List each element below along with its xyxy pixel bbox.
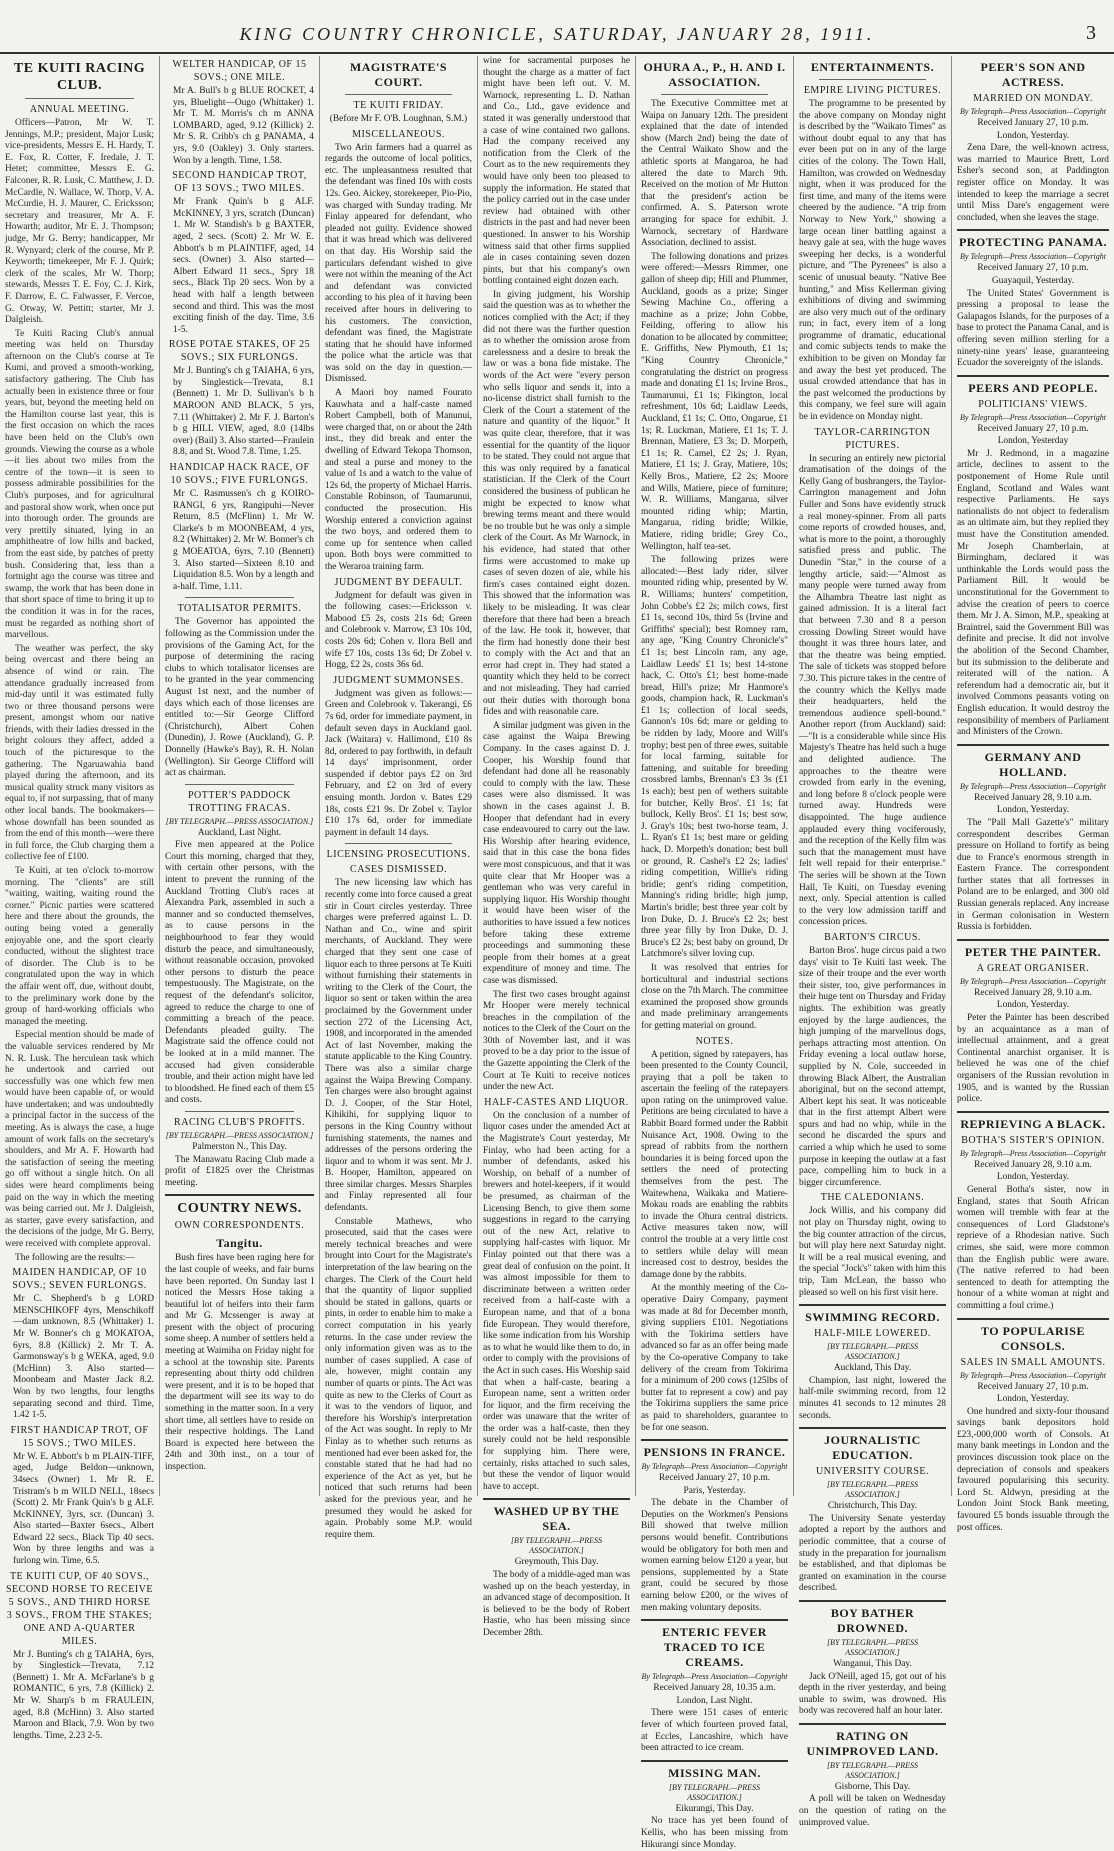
- dateline: London, Yesterday.: [996, 1394, 1070, 1405]
- article-paragraph: The body of a middle-aged man was washed up on the beach yesterday, in an advanced stage of decomposition. It is believed to be the body of Robert Hastie, who has been missing since December 28th.: [483, 1570, 630, 1638]
- article-subhead: HALF-MILE LOWERED.: [814, 1328, 931, 1340]
- article-headline: LICENSING PROSECUTIONS.: [326, 849, 471, 861]
- article-paragraph: In giving judgment, his Worship said the question was as to whether the notices complied with the Act; if they did not there was the further question as to whether the omission arose from carelessness and a desire to break the law or was a bona fide mistake. The words of the Act were "every person who sells liquor and sends it, into a no-license district shall furnish to the Clerk of the Court a statement of the nature and quantity of the liquor." It was quite clear, therefore, that it was essential for the quantity of the liquor to be stated. They could not argue that this was only required by a fanatical statistician. If the Clerk of the Court considered the business of publican he might be expected to know what brewing terms meant and there would be no trouble but he was only a simple clerk of the Court. As Mr Warnock, in his evidence, had stated that other firms were accustomed to make up cases of seven dozen of ale, while his firm's cases contained eight dozen. This showed that the information was likely to be misleading. It was clear therefore that there had been a breach of the law. He took it, however, that the firm had honestly done their best to comply with the Act and that an error had crept in. They had stated a quantity which they held to be correct and not misleading. They had carried out their duties with thorough bona fides and with reasonable care.: [483, 289, 630, 718]
- article-headline: BOY BATHER DROWNED.: [830, 1605, 915, 1635]
- article-paragraph: Judgment for default was given in the following cases:—Ericksson v. Mabood £5 2s, costs 21s 6d; Green and Colebrook v. Marrow, £3 10s 10d, costs 20s 6d; Cohen v. Ilora Bell and wife £7 10s, costs 13s 6d; Dr Zobel v. Hogg, £2 2s, costs 36s 6d.: [325, 590, 472, 671]
- race-result: Mr C. Rasmussen's ch g KOIRO-RANGI, 6 yrs, Rangipuhi—Never Return, 8.5 (McFlinn) 1. Mr W. Clarke's b m MOONBEAM, 4 yrs, 8.2 (Whittaker) 2. Mr W. Bonner's ch g MOEATOA, 6yrs, 7.10 (Bennett) 3. Also started—Sixteen 8.10 and Liquidation 8.5. Won by a length and a-half. Time, 1.11.: [173, 489, 314, 592]
- divider: [957, 1318, 1109, 1320]
- race-heading: HANDICAP HACK RACE, OF 10 SOVS.; FIVE FURLONGS.: [169, 462, 310, 487]
- wire-credit: [BY TELEGRAPH.—PRESS ASSOCIATION.]: [510, 1536, 603, 1556]
- dateline: Greymouth, This Day.: [514, 1557, 599, 1568]
- article-subhead: POLITICIANS' VIEWS.: [978, 398, 1088, 410]
- article-paragraph: A Maori boy named Fourato Kauwhata and a half-caste named Robert Campbell, both of Manunui, were charged that, on or about the 24th inst., they did break and enter the dwelling of Edward Tekopa Thomson, and steal a purse and money to the value of 1s and a watch to the value of 12s 6d, the property of Michael Harris. Constable Robinson, of Taumarunui, conducted the prosecution. His Worship entered a conviction against the two boys, and ordered them to come up for sentence when called upon. Both boys were committed to the Weraroa training farm.: [325, 388, 472, 572]
- article-headline: SWIMMING RECORD.: [805, 1310, 940, 1325]
- received-line: Received January 28, 9.10 a.m.: [974, 987, 1092, 998]
- column-6: [794, 56, 952, 1828]
- race-result: Mr J. Bunting's ch g TAIAHA, 6yrs, by Singlestick—Trevata, 7.12 (Bennett) 1. Mr A. McFarlane's b g ROMANTIC, 6 yrs, 7.8 (Killick) 2. Mr W. Sharp's b m FRAULEIN, aged, 8.8 (McHinn) 3. Also started Maroon and Black, 7.9. Won by two lengths. Time, 2.23 2-5.: [13, 1649, 154, 1741]
- wire-credit: By Telegraph—Press Association—Copyright: [960, 107, 1106, 116]
- article-subhead: BARTON'S CIRCUS.: [824, 931, 921, 943]
- dateline: Gisborne, This Day.: [834, 1781, 911, 1792]
- received-line: Received January 27, 10 p.m.: [977, 1381, 1089, 1392]
- masthead: [0, 0, 1114, 54]
- divider: [165, 1194, 314, 1196]
- received-line: Received January 27, 10 p.m.: [658, 1473, 771, 1484]
- divider: [799, 1427, 946, 1429]
- section-subhead: OWN CORRESPONDENTS.: [174, 1220, 305, 1232]
- article-paragraph: A petition, signed by ratepayers, has been presented to the County Council, praying that a poll be taken to ascertain the feeling of the ratepayers upon rating on the unimproved value. Petitions are being circulated to have a Rabbit Board formed under the Rabbit Nuisance Act, 1908. Owing to the spread of rabbits from the northern boundaries it is being forced upon the settlers the need of protecting themselves from the pest. The Waitewhena, Waikaka and Matiere-Mokau roads are enabling the rabbits to invade the Ohura central districts. Active measures taken now, will control the trouble at a very little cost to settlers while delay will mean increased cost to destroy, besides the damage done by the rabbits.: [641, 1049, 788, 1280]
- court-presiding: (Before Mr F. O'B. Loughnan, S.M.): [329, 114, 468, 124]
- wire-credit: [BY TELEGRAPH.—PRESS ASSOCIATION.]: [165, 816, 314, 826]
- wire-credit: By Telegraph—Press Association—Copyright: [960, 252, 1106, 262]
- article-paragraph: Two Arin farmers had a quarrel as regards the outcome of local politics, etc. The unpleasantness resulted that the defendant was fined 10s with costs 12s. Geo. Aickey, storekeeper, Pio-Pio, was charged with Sunday trading. Mr Finlay appeared for defendant, who pleaded not guilty. Evidence showed that it was bread which was delivered on that day. His Worship said the particulars defendant wished to give were not within the meaning of the Act and defendant was convicted according to his plea of it having been received after hours in delivering to his customers. The conviction, defendant was fined, the Magistrate stating that he should have informed the police what the article was that was sold on the day in question.—Dismissed.: [325, 142, 472, 385]
- dateline: London, Last Night.: [676, 1695, 753, 1706]
- article-headline: POTTER'S PADDOCK TROTTING FRACAS.: [187, 789, 292, 814]
- article-paragraph: The weather was perfect, the sky being overcast and there being an absence of wind or rain. The attendance gradually increased from mid-day until it was estimated fully two or three thousand persons were present, amongst whom our native friends, with their ladies dressed in the bright colours they affect, added a touch of the picturesque to the gathering. The Ngaruawahia band played during the afternoon, and its musical quality struck many visitors as equal to, if not surpassing, that of many other local bands. The bookmakers—whose downfall has been sounded as from the end of this month—were there in full force, the Club charging them a collective fee of £100.: [5, 643, 154, 863]
- article-subhead: SALES IN SMALL AMOUNTS.: [960, 1356, 1106, 1368]
- article-paragraph: The new licensing law which has recently come into force caused a great stir in Court circles yesterday. Three charges were preferred against L. D. Nathan and Co., wine and spirit merchants, of Auckland. They were charged that they sent one case of liquor each to three persons at Te Kuiti without furnishing their statements in writing to the Clerk of the Court, the liquor so sent or taken within the area proclaimed by the Government under section 272 of the Licensing Act, 1908, and incorporated in the amended Act of last November, making the statute applicable to the King Country. There was also a similar charge against the Waipa Brewing Company. Ten charges were also brought against D. J. Cooper, of the Star Hotel, Kihikihi, for supplying liquor to persons in the King Country without furnishing statements, the names and addresses of the persons ordering the liquor and to whom it was sent. Mr J. B. Hooper, Hamilton, appeared on three similar charges. Messrs Sharples and Finlay represented all four defendants.: [325, 878, 472, 1214]
- received-line: Received January 27, 10 p.m.: [977, 263, 1089, 274]
- article-paragraph: Champion, last night, lowered the half-mile swimming record, from 12 minutes 41 seconds to 12 minutes 28 seconds.: [799, 1375, 946, 1421]
- wire-credit: By Telegraph—Press Association—Copyright: [641, 1462, 788, 1472]
- wire-credit: By Telegraph—Press Association—Copyright: [960, 1148, 1106, 1158]
- dateline: Auckland, This Day.: [833, 1363, 912, 1374]
- section-headline: COUNTRY NEWS.: [177, 1201, 302, 1217]
- article-paragraph: Officers—Patron, Mr W. T. Jennings, M.P.; president, Major Lusk; vice-presidents, Messrs E. H. Hardy, T. E. Fox, R. Cotter, F. Iredale, J. T. Hetet; committee, Messrs E. G. Falconer, R. R. Lusk, C. Matthew, J. D. McCardle, N. Wallace, W. Thorp, V. A. McCurdie, H. J. Maurer, C. Ericksson; secretary and treasurer, Mr A. F. Howarth; auditor, Mr E. J. Thompson; judge, Mr G. Berry; handicapper, Mr R. Wynyard; clerk of the course, Mr P. Keyworth; timekeeper, Mr F. J. Quirk; clerk of the scales, Mr W. Thorp; stewards, Messrs T. E. Foy, C. J. Kirk, F. Darrow, E. C. Falwasser, F. Vercoe, G. Otway, W. Pettitt; starter, Mr J. Dalgleish.: [5, 118, 154, 326]
- article-headline: PEERS AND PEOPLE.: [968, 380, 1098, 395]
- section-headline: ENTERTAINMENTS.: [810, 60, 935, 74]
- race-result: Mr C. Shepherd's b g LORD MENSCHIKOFF 4yrs, Menschikoff—dam unknown, 8.5 (Whittaker) 1. Mr W. Bonner's ch g MOKATOA, 6yrs, 8.8 (Killick) 2. Mr T. A. Garmonsway's b g WEKA, aged, 9.0 (McHinn) 3. Also started—Moonbeam and Master Jack 8.2. Won by two lengths, four lengths separating second and third. Time, 1.42 1-5.: [13, 1294, 154, 1421]
- dateline: London, Yesterday.: [996, 1000, 1070, 1011]
- column-7: [952, 56, 1114, 1533]
- divider: [185, 1111, 294, 1112]
- article-paragraph: A similar judgment was given in the case against the Waipa Brewing Company. In the cases against D. J. Cooper, his Worship found that defendant had done all he reasonably could to comply with the law. These cases were also dismissed. It was shown in the cases against J. B. Hooper that defendant had in every case endeavoured to carry out the law. His Worship after hearing evidence, said that in this case the bona fides were most conspicuous, and that it was quite clear that Mr Hooper was a gentleman who was very careful in supplying liquor. His Worship thought it would have been wiser of the authorities to have issued a few notices before taking these extreme proceedings and summoning these people from their homes at a great expenditure of money and time. The case was dismissed.: [483, 720, 630, 986]
- article-subhead: TAYLOR-CARRINGTON PICTURES.: [814, 426, 931, 451]
- wire-credit: [BY TELEGRAPH.—PRESS ASSOCIATION.]: [668, 1782, 761, 1802]
- divider: [641, 1439, 788, 1441]
- article-subhead: NOTES.: [695, 1035, 734, 1047]
- article-subhead: JUDGMENT SUMMONSES.: [333, 674, 464, 686]
- article-paragraph: Zena Dare, the well-known actress, was married to Maurice Brett, Lord Esher's second son, at Paddington register office on Monday. It was intended to keep the marriage a secret until Miss Dare's engagement were concluded, when she leaves the stage.: [957, 143, 1109, 223]
- divider: [799, 1723, 946, 1725]
- article-headline: TOTALISATOR PERMITS.: [177, 603, 302, 615]
- article-paragraph: The debate in the Chamber of Deputies on the Workmen's Pensions Bill showed that twelve million persons would benefit. Contributions would be obligatory for both men and women earning below £120 a year, but pensions, supplemented by a State grant, could be secured by those earning below £200, or the wives of men making voluntary deposits.: [641, 1498, 788, 1613]
- article-headline: TO POPULARISE CONSOLS.: [981, 1323, 1085, 1353]
- dateline: London, Yesterday: [997, 436, 1069, 447]
- article-paragraph: Te Kuiti Racing Club's annual meeting was held on Thursday afternoon on the Club's course at Te Kumi, and proved a smooth-working, satisfactory gathering. The Club has actually been in existence three or four years, but, beyond the meeting held on the Hamilton course last year, this is the first occasion on which the races have been held on the Club's own grounds. Viewing the course as a whole—it lies about two miles from the centre of the town—it is seen to possess admirable possibilities for the Club's purposes, and for agricultural and pastoral show work, when once put into thorough order. The grounds are very prettily situated, lying in an amphitheatre of low hills and backed, from the east side, by patches of pretty bush. Considering that, less than a fortnight ago the course was titree and swamp, the work that has been done in that short space of time to bring it up to the condition it was in for the races, must be regarded as nothing short of marvellous.: [5, 328, 154, 641]
- wire-credit: By Telegraph—Press Association—Copyright: [960, 976, 1106, 986]
- divider: [799, 1304, 946, 1306]
- article-paragraph: One hundred and sixty-four thousand savings bank depositors hold £23,-000,000 worth of Consols. At many bank meetings in London and the provinces discussion took place on the depreciation of consols and speakers favoured popularising this security. Lord St. Aldwyn, presiding at the London Joint Stock Bank meeting, favoured £5 bonds issuable through the post offices.: [957, 1406, 1109, 1533]
- article-subhead: JUDGMENT BY DEFAULT.: [334, 576, 463, 588]
- article-paragraph: At the monthly meeting of the Co-operative Dairy Company, payment was made at 8d for December month, giving suppliers £101. Negotiations with the Tokirima settlers have advanced so far as an offer being made by the Co-operative Company to take delivery of the cream from Tokirima for a minimum of 200 cows (125lbs of butter fat to represent a cow) and pay the Tokirima suppliers the same price as paid to shareholders, guarantee to be for one season.: [641, 1283, 788, 1433]
- divider: [641, 1760, 788, 1762]
- article-paragraph: Te Kuiti, at ten o'clock to-morrow morning. The "clients" are still "waiting, waiting, waiting round the corner." Picnic parties were scattered here and there about the grounds, the outing being voted a generally enjoyable one, and the sport clearly conducted, without the slightest trace of disorder. The Club is to be congratulated upon the way in which the affair went off, due, without doubt, to the preliminary work done by the group of hard-working officials who managed the meeting.: [5, 866, 154, 1027]
- article-headline: RACING CLUB'S PROFITS.: [174, 1116, 305, 1128]
- race-result: Mr J. Bunting's ch g TAIAHA, 6 yrs, by Singlestick—Trevata, 8.1 (Bennett) 1. Mr D. Sullivan's b h MAROON AND BLACK, 5 yrs, 7.11 (Whittaker) 2. Mr F. J. Barton's b g HILL VIEW, aged, 8.0 (14lbs over) (Bail) 3. Also started—Fraulein 8.8, and St. Wood 7.8. Time, 1.25.: [173, 366, 314, 458]
- divider: [185, 784, 294, 785]
- wire-credit: By Telegraph—Press Association—Copyright: [960, 781, 1106, 791]
- divider: [25, 98, 134, 99]
- article-paragraph: Bush fires have been raging here for the last couple of weeks, and fair burns have been reported. On Sunday last I noticed the Messrs Hose taking a beautiful lot of heifers into their farm and Mr G. Mcssenger is away at present with the object of procuring some sheep. A number of settlers held a meeting at Waimiha on Friday night for a school at the township site. Parents representing about thirty odd children were present, and it is to be hoped that the department will see its way to do something in the matter soon. In a very short time, all settlers have to reside on their respective holdings. The Land Board is expected here between the 24th and 30th inst., on a tour of inspection.: [165, 1253, 314, 1472]
- article-paragraph: The following prizes were allocated:—Best lady rider, silver mounted riding whip, presented by W. R. Williams; hunters' competition, John Cobbe's £2 2s; milch cows, first £1 1s, second 10s, third 5s (Irvine and Griffiths' special); best Romney ram, any age, "King Country Chronicle's" £1 1s; best Lincoln ram, any age, Laidlaw Leeds' £1 1s; best 14-stone hack, C. Otto's £1; best home-made bread, Hill's prize; Mr Hanmore's goods, champion hack, R. Luckman's £1 1s; collection of local seeds, Gannon's 10s 6d; mare or gelding to be ridden by lady, Moore and Will's trophy; best pen of three ewes, suitable for local farming, suitable for fattening, and suitable for breeding crossbred lambs, Brennan's £3 3s (£1 1s each); best pen of wethers suitable for butcher, Kelly Bros'. £1 1s; fat bullock, Kelly Bros'. £1 1s; best sow, J. Gray's 10s; best two-horse team, J. L. Ryan's £1 1s; best mare or gelding hack, D. Morpeth's donation; best bull or ground, R. Cashel's £2 2s; ladies' riding competition, Willie's riding bridle; gent's riding competition, Manning's riding bridle; high jump, Martin's bridle; best three year colt by Iron Duke, D. J. Bruce's £2 2s; best three year filly by Iron Duke, D. J. Bruce's £2 2s; best baby on ground, Dr Latchmore's silver loving cup.: [641, 555, 788, 960]
- dateline: London, Yesterday.: [996, 1172, 1070, 1183]
- column-5: [636, 56, 794, 1850]
- article-paragraph: The "Pall Mall Gazette's" military correspondent describes German pressure on Holland to fortify as being due to France's enormous strength in Eastern France. The correspondent further states that all fortresses in Poland are to be enlarged, and 300 old Russian generals replaced. Any increase in German colonisation in Western Russia is forbidden.: [957, 817, 1109, 933]
- race-result: Mr A. Bull's b g BLUE ROCKET, 4 yrs, Bluelight—Ougo (Whittaker) 1. Mr T. M. Morris's ch m ANNA LOMBARD, aged, 9.12 (Killick) 2. Mr S. R. Cribb's ch g PANAMA, 4 yrs, 9.0 (Oakley) 3. Only starters. Won by a length. Time, 1.58.: [173, 86, 314, 166]
- dateline: Guayaquil, Yesterday.: [991, 275, 1075, 286]
- received-line: Received January 27, 10 p.m.: [977, 423, 1089, 434]
- divider: [957, 744, 1109, 746]
- page-number: 3: [1086, 22, 1096, 44]
- article-headline: TE KUITI RACING CLUB.: [13, 61, 146, 93]
- article-subhead: TE KUITI FRIDAY.: [353, 100, 444, 111]
- wire-credit: By Telegraph—Press Association—Copyright: [960, 412, 1106, 422]
- article-subhead: UNIVERSITY COURSE.: [815, 1466, 930, 1478]
- dateline: Paris, Yesterday.: [683, 1485, 746, 1496]
- article-headline: PETER THE PAINTER.: [964, 944, 1102, 959]
- divider: [957, 375, 1109, 377]
- article-paragraph: The United States' Government is pressing a proposal to lease the Galapagos Islands, for the purposes of a base to protect the Panama Canal, and is offering seven million sterling for a ninety-nine years' lease, guaranteeing Ecuador the sovereignty of the islands.: [957, 288, 1109, 369]
- divider: [661, 94, 768, 95]
- divider: [345, 94, 452, 95]
- received-line: Received January 28, 9.10 a.m.: [974, 1159, 1092, 1170]
- article-paragraph: The following donations and prizes were offered:—Messrs Rimmer, one gallon of sheep dip; Hill and Plummer, Auckland, goods as a prize; Singer Sewing Machine Co., offering a machine as a prize; John Cobbe, Feilding, offering to allow his donation to be allocated by committee; E. Griffiths, New Plymouth, £1 1s; "King Country Chronicle," congratulating the district on progress made and donating £1 1s; Irvine Bros., Taumarunui, £1 1s; Fikington, local refreshment, 10s 6d; Laidlaw Leeds, Auckland, £1 1s; C. Otto, Ongarue, £1 1s; R. Luckman, Matiere, £1 1s; T. J. Brennan, Matiere, £3 3s; D. Morpeth, £1 1s; R. Camel, £2 2s; J. Ryan, Matiere, £1 1s; J. Gray, Matiere, 10s; Kelly Bros., Matiere, £2 2s; Moore and Wills, Matiere, piece of furniture; W. R. Williams, Mangarua, silver mounted riding whip; Martin, Mangarua, riding bridle; Wilkie, Matiere, riding bridle; Grey Co., Wellington, half tea-set.: [641, 251, 788, 552]
- divider: [345, 843, 452, 844]
- article-paragraph: Barton Bros'. huge circus paid a two days' visit to Te Kuiti last week. The size of their troupe and the ever worth their sister, too, give performances in their huge tent on Thursday and Friday nights. The exhibition was greatly enjoyed by the large audiences, the high jumping of the marvellous dogs, perhaps attracting most attention. On Friday evening a local outlaw horse, supplied by N. Cole, succeeded in throwing Black Albert, the Australian aboriginal, but on the second attempt, Albert kept his seat. It was noticeable that in the first attempt Albert were spurs and had no whip, while in the second he discarded the spurs and carried a whip which he used to some purpose in keeping the outlaw at a fast pace, compelling him to buck in a bigger circumference.: [799, 945, 946, 1188]
- article-paragraph: The first two cases brought against Mr Hooper were merely technical breaches in the compilation of the notices to the Clerk of the Court on the 30th of November last, and it was proved to be a day prior to the issue of the Gazette appointing the Clerk of the Court at Te Kuiti to receive notices under the new Act.: [483, 989, 630, 1093]
- wire-credit: [BY TELEGRAPH.—PRESS ASSOCIATION.]: [826, 1637, 919, 1657]
- article-headline: WASHED UP BY THE SEA.: [493, 1504, 620, 1534]
- article-paragraph: It was resolved that entries for horticultural and industrial sections close on the 7th March. The committee examined the proposed show grounds and made preliminary arrangements for getting material on ground.: [641, 962, 788, 1031]
- article-paragraph: There were 151 cases of enteric fever of which fourteen proved fatal, at Eccles, Lancashire, which have been attracted to ice cream.: [641, 1708, 788, 1754]
- wire-credit: [BY TELEGRAPH.—PRESS ASSOCIATION.]: [165, 1130, 314, 1140]
- article-headline: OHURA A., P., H. AND I. ASSOCIATION.: [643, 60, 786, 89]
- article-paragraph: The University Senate yesterday adopted a report by the authors and periodic committee, that a course of study in the preparation for journalism be established, and that diplomas be granted on examination in the course described.: [799, 1513, 946, 1594]
- article-headline: Tangitu.: [216, 1236, 263, 1251]
- article-subhead: A GREAT ORGANISER.: [976, 962, 1090, 974]
- article-paragraph: Mr J. Redmond, in a magazine article, declines to assent to the postponement of Home Rule until England, Scotland and Wales want respective Parliaments. He says nationalists do not object to federalism as an ultimate aim, but they replied they must have the Constitution amended. Mr Joseph Chamberlain, at Birmingham, declared it was unthinkable the Lords would pass the Parliament Bill. It would be unconstitutional for the Government to advise the creation of peers to coerce them. Mr J. A. Simon, M.P., speaking at Braintrel, said the Government Bill was definite and precise. It did not involve the abolition of the Second Chamber, but its submission to the deliberate and reiterated will of the nation. A referendum had a democratic air, but it involved Commons peasants voting on English education. It would destroy the responsibility of members of Parliament and Ministers of the Crown.: [957, 448, 1109, 738]
- wire-credit: [BY TELEGRAPH.—PRESS ASSOCIATION.]: [826, 1480, 919, 1500]
- divider: [483, 1498, 630, 1500]
- article-paragraph: Especial mention should be made of the valuable services rendered by Mr N. R. Lusk. The herculean task which he undertook and carried out successfully was one which few men would have been capable of, or would have undertaken; and was undoubtedly a principal factor in the success of the meeting. As is always the case, a huge amount of work falls on the secretary's shoulders, and Mr A. F. Howarth had the satisfaction of seeing the meeting go off without a single hitch. On all sides were heard compliments being paid on the way in which the meeting was being carried out. Mr J. Dalgleish, as starter, gave every satisfaction, and the decisions of the judge, Mr G. Berry, were received with complete approval.: [5, 1030, 154, 1249]
- wire-credit: By Telegraph—Press Association—Copyright: [641, 1672, 788, 1682]
- article-paragraph: Jock Willis, and his company did not play on Thursday night, owing to the big counter attraction of the circus, but will play here next Saturday night. It will be a real musical evening, and the special "Jock's" taken with him this trip, Tam McLean, the basso who pleased so well on his first visit here.: [799, 1206, 946, 1298]
- race-heading: MAIDEN HANDICAP, OF 10 SOVS.; SEVEN FURLONGS.: [12, 1267, 147, 1292]
- article-headline: GERMANY AND HOLLAND.: [984, 749, 1082, 779]
- article-paragraph: wine for sacramental purposes he thought the charge as a matter of fact might have been left out. V. M. Warnock, representing L. D. Nathan and Co., Ltd., gave evidence and stated it was generally understood that a case of wine contained two gallons. Had the company received any notification from the Clerk of the Court as to the new requirements they would have only been too pleased to supply the information. He stated that the policy carried out in the case under review had obtained with other districts in the past and had never been questioned. In answer to his Worship witness said that other firms supplied ale in cases containing seven dozen pints, but that his company's own bottling contained eight dozen each.: [483, 56, 630, 287]
- wire-credit: [BY TELEGRAPH.—PRESS ASSOCIATION.]: [826, 1760, 919, 1780]
- column-2: [160, 56, 320, 1496]
- article-headline: MISSING MAN.: [668, 1765, 761, 1780]
- article-subhead: ANNUAL MEETING.: [29, 104, 130, 115]
- race-result: Mr Frank Quin's b g ALF. McKINNEY, 3 yrs, scratch (Duncan) 1. Mr W. Standish's b g BAXTER, aged, 2 secs. (Scott) 2. Mr W. E. Abbott's b m PLAINTIFF, aged, 14 secs. (Owner) 3. Also started—Albert Edward 11 secs., Spry 18 secs., Black Tip 20 secs. Won by a head with half a length between second and third. This was the most exciting finish of the day. Time, 3.6 1-5.: [173, 197, 314, 335]
- article-headline: PENSIONS IN FRANCE.: [643, 1445, 786, 1460]
- dateline: Eikurangi, This Day.: [675, 1803, 754, 1814]
- race-heading: SECOND HANDICAP TROT, OF 13 SOVS.; TWO MILES.: [172, 170, 307, 195]
- article-subhead: MISCELLANEOUS.: [352, 128, 445, 140]
- article-paragraph: General Botha's sister, now in England, states that South African women will tremble with fear at the consequences of Lord Gladstone's reprieve of a Rhodesian native. Such crimes, she said, were more common than the English public were aware. (The native referred to had been sentenced to death for attempting the honour of a white woman at night and committing a foul crime.): [957, 1184, 1109, 1311]
- divider: [819, 79, 926, 80]
- dateline: Wanganui, This Day.: [833, 1658, 912, 1669]
- dateline: Christchurch, This Day.: [827, 1501, 918, 1512]
- article-paragraph: Jack O'Neill, aged 15, got out of his depth in the river yesterday, and being unable to swim, was drowned. His body was recovered half an hour later.: [799, 1671, 946, 1717]
- article-headline: RATING ON UNIMPROVED LAND.: [806, 1728, 939, 1758]
- race-heading: TE KUITI CUP, OF 40 SOVS., SECOND HORSE TO RECEIVE 5 SOVS., AND THIRD HORSE 3 SOVS., FROM THE STAKES; ONE AND A-QUARTER MILES.: [6, 1570, 153, 1647]
- race-heading: FIRST HANDICAP TROT, OF 15 SOVS.; TWO MILES.: [10, 1424, 149, 1449]
- dateline: Palmerston N., This Day.: [192, 1141, 287, 1152]
- wire-credit: [BY TELEGRAPH.—PRESS ASSOCIATION.]: [826, 1342, 919, 1362]
- divider: [957, 229, 1109, 231]
- divider: [957, 939, 1109, 941]
- article-paragraph: Five men appeared at the Police Court this morning, charged that they, with certain other persons, with the intent to prevent the running of the Auckland Trotting Club's races at Alexandra Park, assembled in such a manner and so conducted themselves, as to cause persons in the neighbourhood to fear they would disturb the peace, and simultaneously, without reasonable occasion, provoked other persons to disturb the peace tempestuously. The Magistrate, on the request of the defendant's solicitor, agreed to reduce the charge to one of committing a breach of the peace. Defendants pleaded guilty. The Magistrate said the offence could not be looked at in a mild manner. The accused had given considerable trouble, and their action might have led to bloodshed. He fined each of them £5 and costs.: [165, 840, 314, 1106]
- article-subhead: EMPIRE LIVING PICTURES.: [803, 85, 942, 96]
- divider: [185, 597, 294, 598]
- article-paragraph: On the conclusion of a number of liquor cases under the amended Act at the Magistrate's Court yesterday, Mr Finlay, who had been acting for a number of defendants, asked his Worship, on behalf of a number of brewers and hotel-keepers, if it would be presumed, as chairman of the Licensing Bench, to give them some suggestions in regard to the carrying out of the new Act, relative to supplying half-castes with liquor. Mr Finlay pointed out that there was a great deal of confusion on the point. It was almost impossible for them to discriminate between a written order received from a half-caste with a European name, and that of a bona fide European. They would therefore, like some indication from his Worship as to what he would like them to do, in order to comply with the provisions of the Act in such cases. His Worship said that when a half-caste, bearing a European name, sent a written order for liquor, and the firm receiving the order was unaware that the writer of the order was a half-caste, then they surely could not be held responsible for supplying him. There were, certainly, risks attached to such sales, but these the vendor of liquor would have to accept.: [483, 1110, 630, 1492]
- article-subhead: MARRIED ON MONDAY.: [973, 93, 1093, 104]
- article-paragraph: Judgment was given as follows:—Green and Colebrook v. Takerangi, £6 7s 6d, order for immediate payment, in default seven days in Auckland gaol. Jack (Waitara) v. Hallimond, £10 8s 8d, ordered to pay forthwith, in default 14 days' imprisonment, order suspended if debtor pays £2 on 3rd February, and £2 on 3rd of every ensuing month. Jordon v. Bates £29 18s, costs £21 9s. Dr Zobel v. Taylor £10 17s 6d, order for immediate payment in default 14 days.: [325, 688, 472, 838]
- article-paragraph: The programme to be presented by the above company on Monday night is described by the "Waikato Times" as without doubt equal to any that has ever been put on in any of the large cities of the colony. The Town Hall, Hamilton, was crowded on Wednesday night, when it was produced for the first time, and many of the items were cheered by the audience. "A trip from Norway to New York," showing a large ocean liner battling against a heavy gale at sea, with the huge waves sweeping her decks, is a wonderful picture, and "The Pyrenees" is also a scenic of unusual beauty. "Native Bee hunting," and Miss Kellerman giving exhibitions of diving and swimming are also very much out of the ordinary run; in fact, every item of a long programme of dramatic, educational and comic subjects tends to make the exhibition to be given on Monday far and away the best yet produced. The usual crowded attendance that has in the past welcomed the productions by this company, we feel sure will again be in evidence on Monday night.: [799, 99, 946, 423]
- article-headline: ENTERIC FEVER TRACED TO ICE CREAMS.: [662, 1625, 767, 1670]
- article-paragraph: Peter the Painter has been described by an acquaintance as a man of intellectual attainment, and a great Continental anarchist organiser. It is believed he was one of the chief organisers of the Russian revolution in 1905, and is wanted by the Russian police.: [957, 1013, 1109, 1105]
- received-line: Received January 27, 10 p.m.: [977, 118, 1089, 128]
- received-line: Received January 28, 10.35 a.m.: [653, 1683, 776, 1694]
- article-headline: JOURNALISTIC EDUCATION.: [824, 1433, 921, 1463]
- article-paragraph: The Governor has appointed the following as the Commission under the provisions of the Gaming Act, for the purpose of determining the racing clubs to which totalisator licenses are to be granted in the year commencing August 1st next, and the number of days which each of those licenses are entitled to:—Sir George Clifford (Christchurch), Albert Cohen (Dunedin), J. Rowe (Auckland), G. P. Donnelly (Hawke's Bay), R. H. Nolan (Wellington). Sir George Clifford will act as chairman.: [165, 617, 314, 779]
- column-3: [320, 56, 478, 1540]
- dateline: London, Yesterday.: [996, 805, 1070, 816]
- column-1: [0, 56, 160, 1741]
- masthead-title: KING COUNTRY CHRONICLE, SATURDAY, JANUARY 28, 1911.: [239, 24, 875, 44]
- race-heading: ROSE POTAE STAKES, OF 25 SOVS.; SIX FURLONGS.: [168, 339, 311, 364]
- article-paragraph: The Executive Committee met at Waipa on January 12th. The president explained that the date of intended show (March 2nd) being the date of the Central Waikato Show and the athletic sports at Mangaroa, he had altered the date to March 9th. Received on the motion of Mr Hutton that the president's action be confirmed. A. S. Paterson wrote arranging for space for exhibit. J. Warnock, secretary of Hardware Association, declined to assist.: [641, 99, 788, 249]
- article-subhead: HALF-CASTES AND LIQUOR.: [484, 1096, 629, 1108]
- article-paragraph: In securing an entirely new pictorial dramatisation of the doings of the Kelly Gang of bushrangers, the Taylor-Carrington management and John Fuller and Sons have evidently struck a real money-spinner. From all parts come reports of crowded houses, and, what is more to the point, a thoroughly satisfied press and public. The Dunedin "Star," in the course of a lengthy article, said:—"Almost as many people were turned away from the Alhambra Theatre last night as gained admission. It is a literal fact that between 7.30 and 8 a person crossing Dowling Street would have thought it was three hours later, and that the theatre was being emptied. The sale of tickets was stopped before 7.30. This picture takes in the centre of the country which the Kellys made their headquarters, held the tremendous audience spell-bound." Another report (from Auckland) said:—"It is a considerable while since His Majesty's Theatre has held such a huge and delighted audience. The approaches to the theatre were crowded from early in the evening, and long before 8 o'clock people were turned away. Hundreds were disappointed. The huge audience applauded every thing vociferously, and the reception of the Kelly film was such that the management must have felt well repaid for their enterprise." The series will be shown at the Town Hall, Te Kuiti, on Tuesday evening next, only. Special attention is called to the very low admission tariff and concession prices.: [799, 453, 946, 928]
- divider: [641, 1619, 788, 1621]
- dateline: London, Yesterday.: [996, 130, 1070, 141]
- wire-credit: By Telegraph—Press Association—Copyright: [960, 1370, 1106, 1380]
- article-headline: MAGISTRATE'S COURT.: [349, 60, 448, 89]
- divider: [957, 1111, 1109, 1113]
- divider: [799, 1600, 946, 1602]
- article-paragraph: The Manawatu Racing Club made a profit of £1825 over the Christmas meeting.: [165, 1154, 314, 1188]
- article-subhead: THE CALEDONIANS.: [820, 1192, 925, 1204]
- article-paragraph: No trace has yet been found of Kellis, who has been missing from Hikurangi since Monday.: [641, 1816, 788, 1850]
- article-paragraph: Constable Mathews, who prosecuted, said that the cases were merely technical breaches and were brought into Court for the Magistrate's interpretation of the law bearing on the charges. The Clerk of the Court held that the quantity of liquor supplied should be stated in gallons, quarts or pints, in order to enable him to make a correct computation in his yearly returns. In the case under review the only information given was as to the number of cases supplied. A case of ale, however, might contain any number of quarts or pints. The Act was quite as new to the Clerks of Court as it was to the vendors of liquor, and therefore his Worship's interpretation of the Act was sought. In reply to Mr Finlay as to whether such returns as mentioned had ever been asked for, the constable stated that he had had no experience of the Act as yet, but he noticed that such returns had been asked for the previous year, and he presumed they would be asked for again. Probably some M.P. would require them.: [325, 1216, 472, 1540]
- received-line: Received January 28, 9.10 a.m.: [974, 792, 1092, 803]
- article-subhead: CASES DISMISSED.: [350, 864, 447, 876]
- article-headline: PROTECTING PANAMA.: [958, 235, 1108, 250]
- dateline: Auckland, Last Night.: [197, 827, 282, 838]
- article-paragraph: The following are the results:—: [15, 1252, 135, 1263]
- article-headline: PEER'S SON AND ACTRESS.: [980, 60, 1086, 89]
- race-heading: WELTER HANDICAP, OF 15 SOVS.; ONE MILE.: [172, 59, 307, 83]
- race-result: Mr W. E. Abbott's b m PLAIN-TIFF, aged, Judge Beldon—unknown, 34secs (Owner) 1. Mr R. E. Tristram's b m WILD NELL, 18secs (Scott) 2. Mr Frank Quin's b g ALF. McKINNEY, 3yrs, scr. (Duncan) 3. Also started—Baxter 6secs., Albert Edward 22 secs., Black Tip 40 secs. Won by three lengths and was a furlong win. Time, 6.5.: [13, 1451, 154, 1567]
- article-paragraph: A poll will be taken on Wednesday on the question of rating on the unimproved value.: [799, 1794, 946, 1828]
- article-subhead: BOTHA'S SISTER'S OPINION.: [961, 1134, 1105, 1146]
- column-4: [478, 56, 636, 1638]
- article-headline: REPRIEVING A BLACK.: [960, 1116, 1106, 1131]
